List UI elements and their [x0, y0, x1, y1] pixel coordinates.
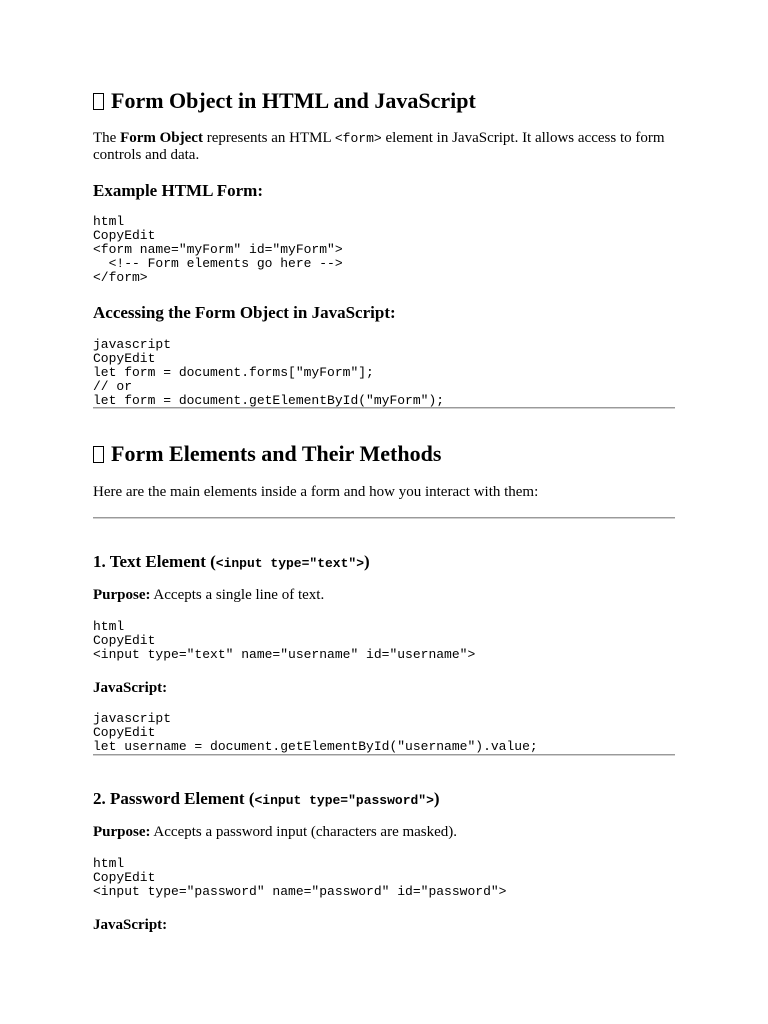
form-elements-intro: Here are the main elements inside a form and how you interact with them:	[93, 484, 539, 500]
text-element-html-code: html CopyEdit <input type="text" name="username" id="username">	[93, 619, 476, 662]
text-element-js-heading: JavaScript:	[93, 680, 168, 696]
section-title-form-object: Form Object in HTML and JavaScript	[93, 88, 476, 114]
horizontal-rule	[93, 754, 675, 756]
password-element-html-code: html CopyEdit <input type="password" name="password" id="password">	[93, 856, 507, 899]
password-element-js-heading: JavaScript:	[93, 917, 168, 933]
section-title-form-elements: Form Elements and Their Methods	[93, 441, 441, 467]
horizontal-rule	[93, 517, 675, 519]
text-element-heading: 1. Text Element (<input type="text">)	[93, 552, 370, 571]
example-form-code: html CopyEdit <form name="myForm" id="myForm"> <!-- Form elements go here --> </form>	[93, 214, 343, 285]
password-element-purpose: Purpose: Accepts a password input (characters are masked).	[93, 824, 458, 840]
horizontal-rule	[93, 407, 675, 409]
missing-glyph-icon	[93, 93, 104, 110]
missing-glyph-icon	[93, 446, 104, 463]
example-form-heading: Example HTML Form:	[93, 181, 263, 200]
password-element-heading: 2. Password Element (<input type="password">)	[93, 789, 440, 808]
form-object-intro: The Form Object represents an HTML <form> element in JavaScript. It allows access to form controls and data.	[93, 130, 665, 163]
text-element-js-code: javascript CopyEdit let username = document.getElementById("username").value;	[93, 711, 538, 754]
text-element-purpose: Purpose: Accepts a single line of text.	[93, 587, 325, 603]
accessing-form-heading: Accessing the Form Object in JavaScript:	[93, 303, 396, 322]
accessing-form-code: javascript CopyEdit let form = document.forms["myForm"]; // or let form = document.getElementById("myForm");	[93, 337, 445, 408]
